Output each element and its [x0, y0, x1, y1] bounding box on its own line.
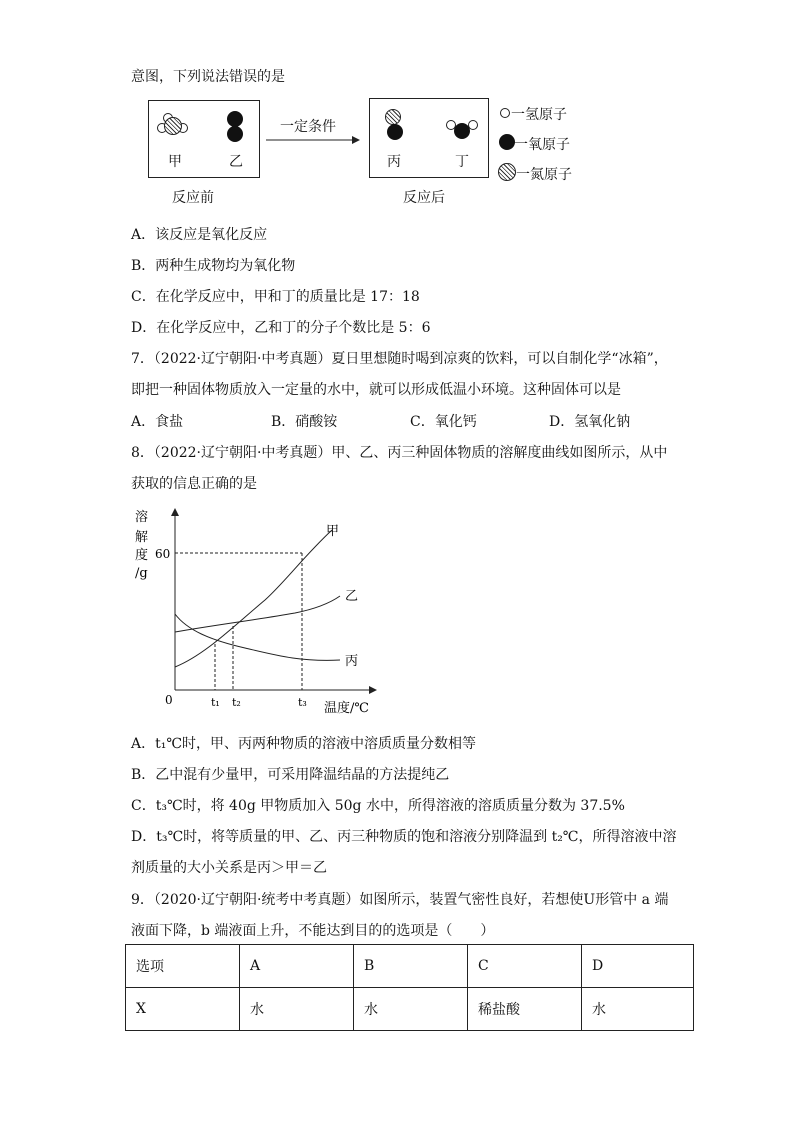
q8-option-a: A．t₁℃时，甲、丙两种物质的溶液中溶质质量分数相等 [131, 736, 477, 752]
q6-option-b: B．两种生成物均为氧化物 [131, 258, 296, 274]
x-tick-t2: t₂ [232, 696, 241, 709]
label-yi: 乙 [229, 154, 243, 170]
label-ding: 丁 [455, 154, 469, 170]
before-box [148, 100, 260, 178]
table-cell: C [468, 945, 582, 988]
y-label-2: 解 [135, 530, 149, 545]
x-axis-label: 温度/℃ [324, 701, 369, 716]
q6-intro: 意图，下列说法错误的是 [131, 69, 285, 85]
curve-label-jia: 甲 [326, 524, 340, 539]
q7-option-a: A．食盐 [131, 414, 184, 430]
y-label-1: 溶 [135, 510, 149, 525]
label-bing: 丙 [387, 154, 401, 170]
curve-label-bing: 丙 [345, 654, 359, 669]
y-label-3: 度 [135, 548, 149, 563]
q7-option-d: D．氢氧化钠 [549, 414, 631, 430]
y-label-4: /g [135, 566, 148, 581]
q7-stem-line2: 即把一种固体物质放入一定量的水中，就可以形成低温小环境。这种固体可以是 [131, 382, 621, 398]
curve-jia [175, 530, 332, 667]
q6-option-d: D．在化学反应中，乙和丁的分子个数比是 5：6 [131, 320, 431, 336]
q7-stem-line1: 7．（2022·辽宁朝阳·中考真题）夏日里想随时喝到凉爽的饮料，可以自制化学“冰箱”， [131, 351, 668, 367]
nitrogen-legend-icon [498, 163, 516, 181]
table-header-row [126, 945, 694, 988]
oxygen-legend-icon [499, 134, 515, 150]
q7-option-c: C．氧化钙 [410, 414, 477, 430]
after-caption: 反应后 [403, 190, 445, 206]
hydrogen-legend-icon [500, 108, 510, 118]
oxygen-atom [454, 123, 470, 139]
nitrogen-atom [164, 117, 182, 135]
oxygen-atom [227, 111, 243, 127]
table-cell: B [354, 945, 468, 988]
q6-option-c: C．在化学反应中，甲和丁的质量比是 17：18 [131, 289, 420, 305]
table-cell: D [582, 945, 694, 988]
reaction-arrow [266, 134, 360, 146]
x-tick-t1: t₁ [211, 696, 220, 709]
legend-hydrogen: 一氢原子 [511, 107, 567, 123]
x-tick-t3: t₃ [298, 696, 307, 709]
q8-stem-line2: 获取的信息正确的是 [131, 476, 257, 492]
legend-nitrogen: 一氮原子 [516, 167, 572, 183]
oxygen-atom [387, 124, 403, 140]
table-cell: X [126, 988, 240, 1031]
curve-yi [175, 596, 340, 632]
table-row [126, 988, 694, 1031]
q8-option-d-line1: D．t₃℃时，将等质量的甲、乙、丙三种物质的饱和溶液分别降温到 t₂℃，所得溶液中溶 [131, 829, 677, 845]
oxygen-atom [227, 126, 243, 142]
q6-option-a: A．该反应是氧化反应 [131, 227, 268, 243]
q8-option-c: C．t₃℃时，将 40g 甲物质加入 50g 水中，所得溶液的溶质质量分数为 37.5% [131, 798, 625, 814]
q8-option-d-line2: 剂质量的大小关系是丙＞甲＝乙 [131, 860, 327, 876]
table-cell: 选项 [126, 945, 240, 988]
q8-option-b: B．乙中混有少量甲，可采用降温结晶的方法提纯乙 [131, 767, 450, 783]
after-box [369, 98, 489, 178]
arrow-label: 一定条件 [280, 119, 336, 135]
label-jia: 甲 [168, 154, 182, 170]
legend-oxygen: 一氧原子 [514, 137, 570, 153]
options-table [125, 944, 694, 1031]
solubility-chart [125, 500, 395, 725]
q7-option-b: B．硝酸铵 [271, 414, 338, 430]
y-tick-60: 60 [155, 547, 171, 561]
before-caption: 反应前 [172, 190, 214, 206]
curve-label-yi: 乙 [345, 589, 359, 604]
table-cell: 水 [354, 988, 468, 1031]
table-cell: 稀盐酸 [468, 988, 582, 1031]
q8-stem-line1: 8．（2022·辽宁朝阳·中考真题）甲、乙、丙三种固体物质的溶解度曲线如图所示，从中 [131, 445, 668, 461]
table-cell: 水 [582, 988, 694, 1031]
table-cell: A [240, 945, 354, 988]
nitrogen-atom [385, 109, 401, 125]
table-cell: 水 [240, 988, 354, 1031]
q9-stem-line1: 9．（2020·辽宁朝阳·统考中考真题）如图所示，装置气密性良好，若想使U形管中 a 端 [131, 892, 669, 908]
q9-stem-line2: 液面下降，b 端液面上升，不能达到目的的选项是（ ） [131, 923, 495, 939]
origin-label: 0 [165, 693, 173, 707]
